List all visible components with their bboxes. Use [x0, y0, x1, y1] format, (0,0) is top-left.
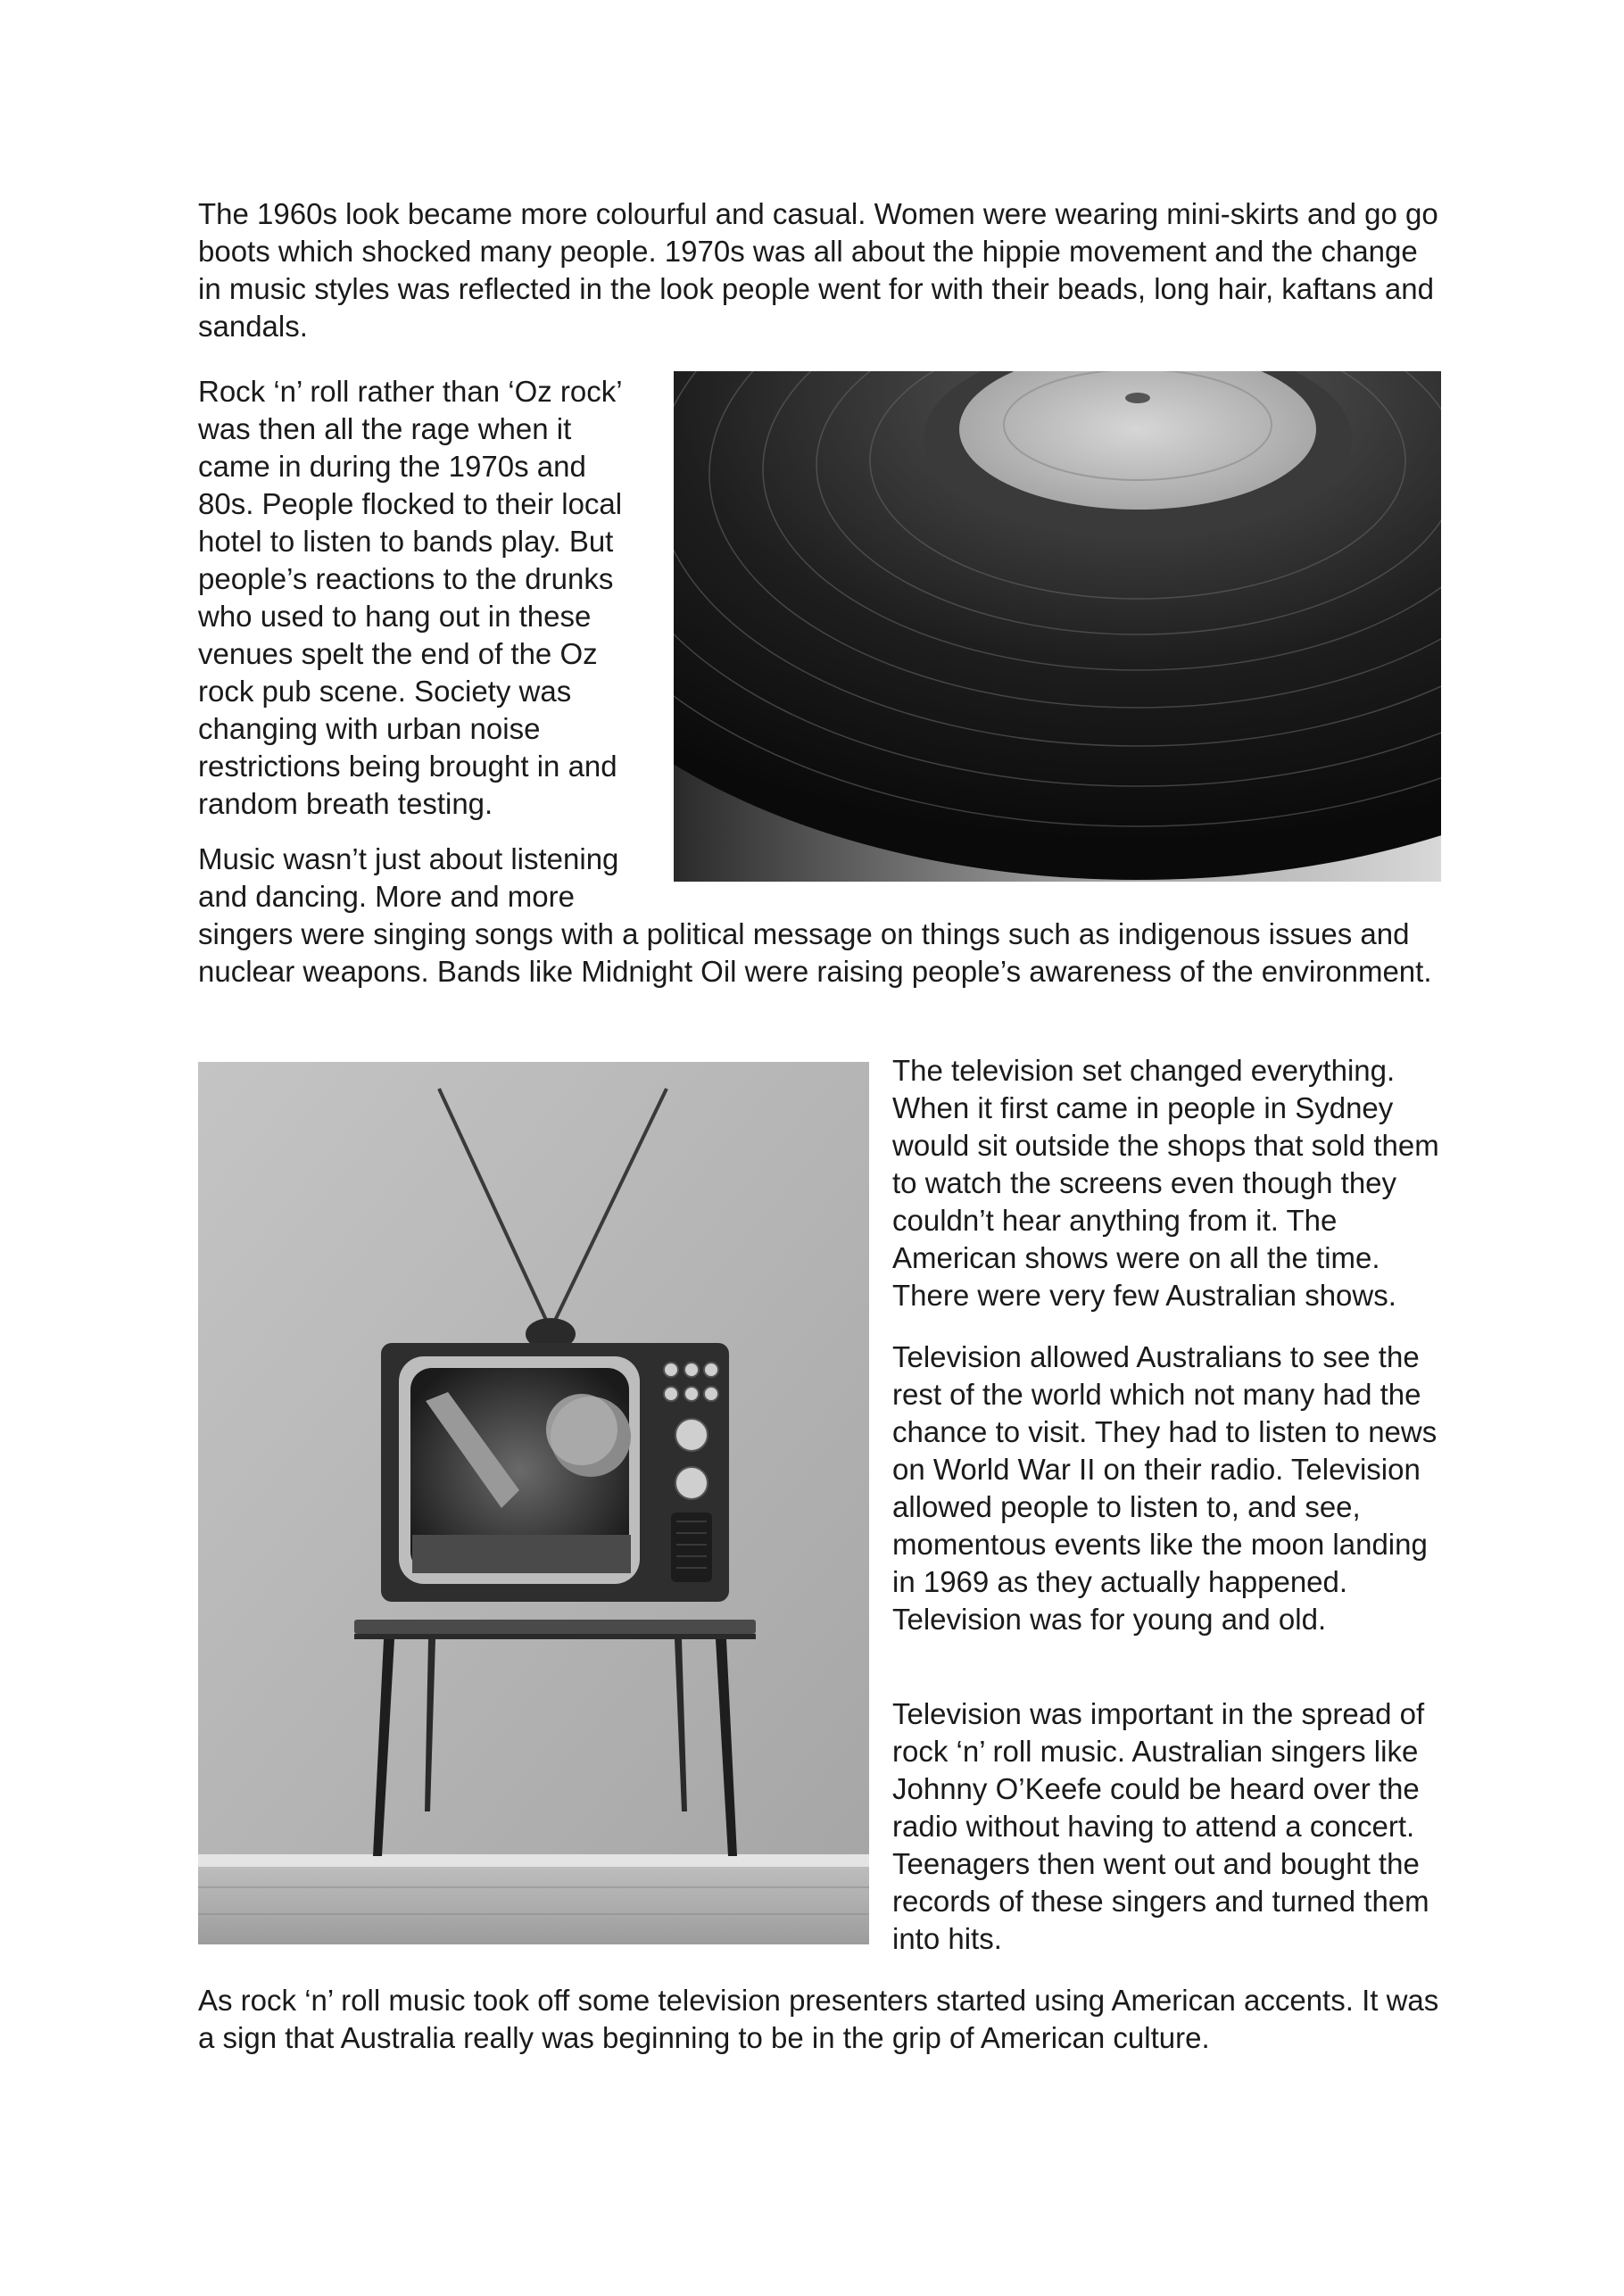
paragraph-political-music: singers were singing songs with a political message on things such as indigenous issues and nuclear weapons. Bands like Midnight Oil were raising people’s awareness of the environment. [198, 917, 1432, 988]
paragraph-rock-n-roll: Rock ‘n’ roll rather than ‘Oz rock’ was then all the rage when it came in during the 1970s and 80s. People flocked to their local hotel to listen to bands play. But people’s reactions to the drunks who used to hang out in these venues spelt the end of the Oz rock pub scene. Society was changing with urban noise restrictions being brought in and random breath testing. [198, 375, 623, 820]
paragraph-american-accents: As rock ‘n’ roll music took off some television presenters started using American accents. It was a sign that Australia really was beginning to be in the grip of American culture. [198, 1984, 1439, 2054]
vintage-television-photo [198, 1062, 869, 1944]
paragraph-television-world: Television allowed Australians to see the rest of the world which not many had the chance to visit. They had to listen to news on World War II on their radio. Television allowed people to listen to, and see, momentous events like the moon landing in 1969 as they actually happened. Television was for young and old. [892, 1340, 1438, 1636]
paragraph-music-listening-intro: Music wasn’t just about listening and dancing. More and more [198, 842, 619, 913]
paragraph-television-changed: The television set changed everything. When it first came in people in Sydney would sit outside the shops that sold them to watch the screens even though they couldn’t hear anything from it. The American shows were on all the time. There were very few Australian shows. [892, 1054, 1439, 1312]
paragraph-1960s-fashion: The 1960s look became more colourful and casual. Women were wearing mini-skirts and go go boots which shocked many people. 1970s was all about the hippie movement and the change in music styles was reflected in the look people went for with their beads, long hair, kaftans and sandals. [198, 197, 1438, 343]
vinyl-record-photo [674, 371, 1441, 882]
paragraph-television-rock: Television was important in the spread of rock ‘n’ roll music. Australian singers like Johnny O’Keefe could be heard over the radio without having to attend a concert. Teenagers then went out and bought the records of these singers and turned them into hits. [892, 1697, 1429, 1955]
